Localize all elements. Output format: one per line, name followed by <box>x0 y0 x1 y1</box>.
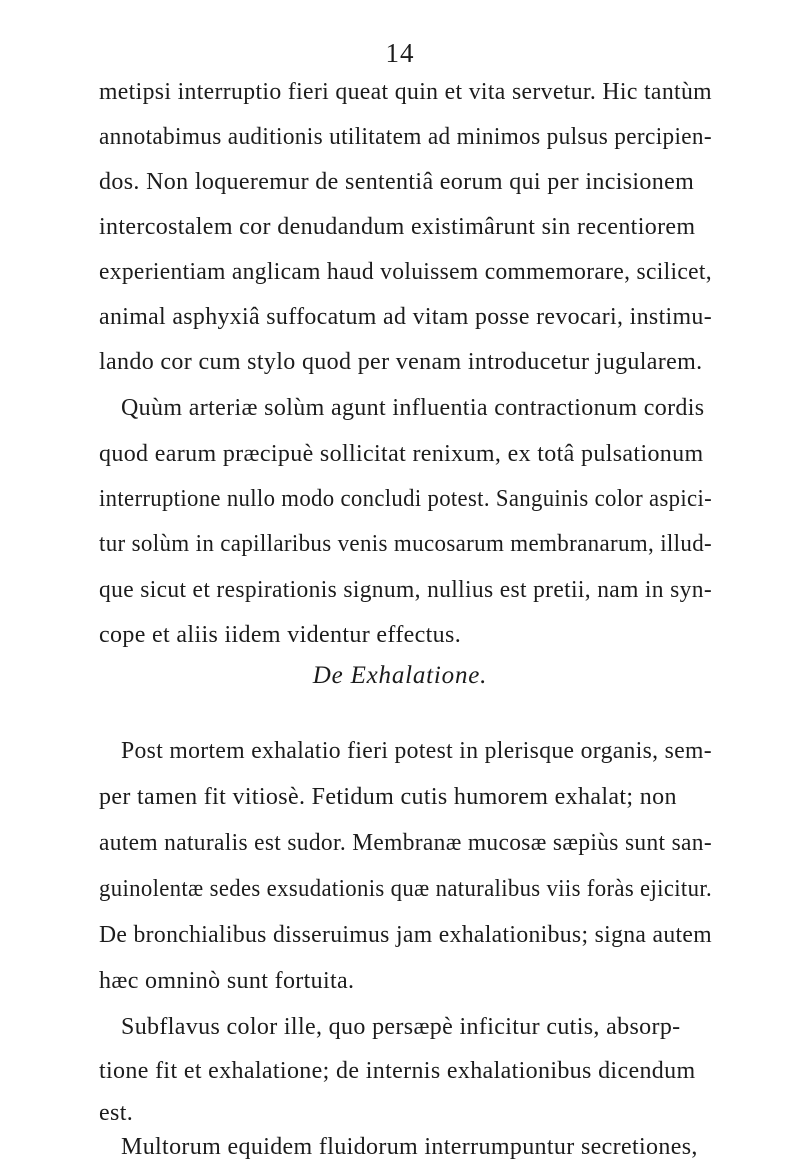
text-line: tur solùm in capillaribus venis mucosarum membranarum, illud- <box>99 531 713 557</box>
text-line: Quùm arteriæ solùm agunt influentia contractionum cordis <box>121 395 705 421</box>
text-line: quod earum præcipuè sollicitat renixum, ex totâ pulsationum <box>99 441 704 467</box>
text-line: dos. Non loqueremur de sententiâ eorum qui per incisionem <box>99 169 695 195</box>
text-line: guinolentæ sedes exsudationis quæ naturalibus viis foràs ejicitur. <box>99 876 713 902</box>
section-heading: De Exhalatione. <box>312 662 488 689</box>
text-line: experientiam anglicam haud voluissem commemorare, scilicet, <box>99 259 712 285</box>
text-line: Multorum equidem fluidorum interrumpuntur secretiones, <box>121 1134 698 1160</box>
text-line: De bronchialibus disseruimus jam exhalationibus; signa autem <box>99 922 713 948</box>
text-line: que sicut et respirationis signum, nullius est pretii, nam in syn- <box>99 577 713 603</box>
text-line: interruptione nullo modo concludi potest. Sanguinis color aspici- <box>99 486 713 512</box>
text-line: annotabimus auditionis utilitatem ad minimos pulsus percipien- <box>99 124 713 150</box>
text-line: cope et aliis iidem videntur effectus. <box>99 622 462 648</box>
text-line: est. <box>99 1100 134 1126</box>
text-line: per tamen fit vitiosè. Fetidum cutis humorem exhalat; non <box>99 784 677 810</box>
text-line: autem naturalis est sudor. Membranæ mucosæ sæpiùs sunt san- <box>99 830 712 856</box>
text-line: animal asphyxiâ suffocatum ad vitam posse revocari, instimu- <box>99 304 713 330</box>
text-line: lando cor cum stylo quod per venam introducetur jugularem. <box>99 349 703 375</box>
text-line: intercostalem cor denudandum existimârunt sin recentiorem <box>99 214 696 240</box>
text-line: metipsi interruptio fieri queat quin et vita servetur. Hic tantùm <box>99 79 712 105</box>
text-line: Subflavus color ille, quo persæpè inficitur cutis, absorp- <box>121 1014 681 1040</box>
text-line: hæc omninò sunt fortuita. <box>99 968 355 994</box>
page-number: 14 <box>385 38 415 68</box>
text-line: tione fit et exhalatione; de internis exhalationibus dicendum <box>99 1058 696 1084</box>
text-line: Post mortem exhalatio fieri potest in plerisque organis, sem- <box>121 738 713 764</box>
